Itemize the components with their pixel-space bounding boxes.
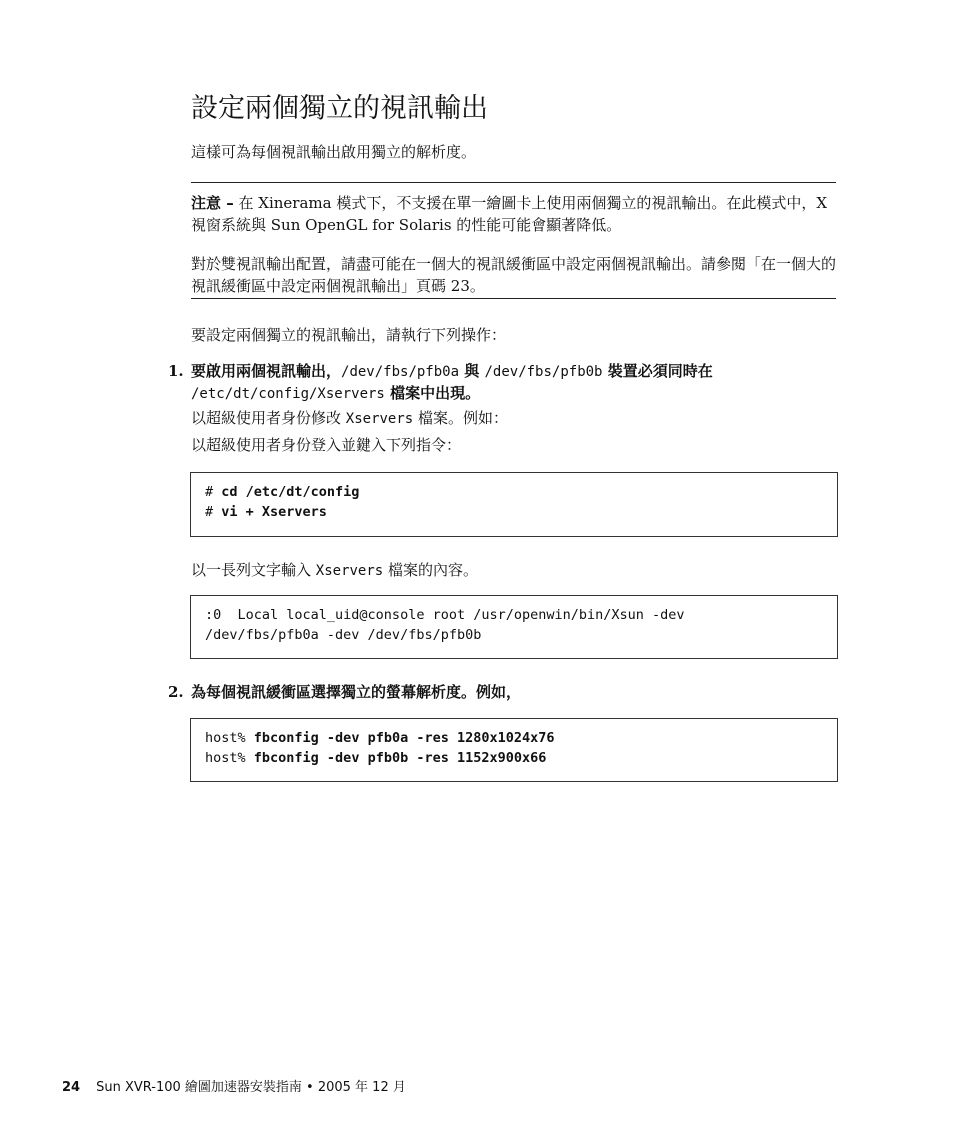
code-command: fbconfig -dev pfb0b -res 1152x900x66 xyxy=(253,750,547,766)
code-prompt: host% xyxy=(205,750,254,766)
step-1-device-b: /dev/fbs/pfb0b xyxy=(484,364,603,380)
footer-title: Sun XVR-100 繪圖加速器安裝指南 • 2005 年 12 月 xyxy=(96,1080,406,1095)
note-paragraph-2: 對於雙視訊輸出配置，請盡可能在一個大的視訊緩衝區中設定兩個視訊輸出。請參閱「在一個大的視訊緩衝區中設定兩個視訊輸出」頁碼 23。 xyxy=(191,255,837,295)
code-block-1 xyxy=(190,472,838,537)
sub-step-enter xyxy=(191,559,478,582)
sub-step-text: 檔案的內容。 xyxy=(383,561,478,579)
code-command: vi + Xservers xyxy=(221,504,327,520)
sub-step-modify xyxy=(191,407,508,430)
code-block-3 xyxy=(190,718,838,782)
code-line: :0 Local local_uid@console root /usr/openwin/bin/Xsun -dev xyxy=(205,607,685,623)
step-1 xyxy=(168,361,838,405)
step-1-text xyxy=(191,361,838,405)
step-1-number: 1. xyxy=(168,362,184,380)
step-1-text-part: 裝置必須同時在 xyxy=(602,362,713,380)
step-1-device-a: /dev/fbs/pfb0a xyxy=(341,364,460,380)
code-command: cd /etc/dt/config xyxy=(221,484,360,500)
intro-paragraph: 這樣可為每個視訊輸出啟用獨立的解析度。 xyxy=(191,143,477,161)
code-block-2 xyxy=(190,595,838,659)
code-prompt: host% xyxy=(205,730,254,746)
code-prompt: # xyxy=(205,504,222,520)
step-1-config-path: /etc/dt/config/Xservers xyxy=(191,386,385,402)
step-2-number: 2. xyxy=(168,683,184,701)
code-line xyxy=(205,482,823,502)
step-1-text-part: 與 xyxy=(459,362,485,380)
xservers-filename: Xservers xyxy=(315,563,384,579)
code-line xyxy=(205,728,823,748)
code-prompt: # xyxy=(205,484,222,500)
note-label: 注意 – xyxy=(191,194,234,212)
lead-paragraph: 要設定兩個獨立的視訊輸出，請執行下列操作： xyxy=(191,326,507,344)
code-command: fbconfig -dev pfb0a -res 1280x1024x76 xyxy=(253,730,555,746)
step-2 xyxy=(168,682,838,703)
sub-step-text: 以超級使用者身份修改 xyxy=(191,409,346,427)
step-1-text-part: 檔案中出現。 xyxy=(384,384,481,402)
note-box xyxy=(191,182,836,299)
step-2-text: 為每個視訊緩衝區選擇獨立的螢幕解析度。例如， xyxy=(191,683,522,701)
note-text-1: 在 Xinerama 模式下，不支援在單一繪圖卡上使用兩個獨立的視訊輸出。在此模式中，X 視窗系統與 Sun OpenGL for Solaris 的性能可能會顯著降低。 xyxy=(191,194,828,234)
sub-step-login: 以超級使用者身份登入並鍵入下列指令： xyxy=(191,436,462,454)
code-line: /dev/fbs/pfb0a -dev /dev/fbs/pfb0b xyxy=(205,627,482,643)
note-paragraph-1 xyxy=(191,192,836,236)
sub-step-text: 以一長列文字輸入 xyxy=(191,561,316,579)
sub-step-text: 檔案。例如： xyxy=(413,409,508,427)
xservers-filename: Xservers xyxy=(345,411,414,427)
code-line xyxy=(205,502,823,522)
step-1-text-part: 要啟用兩個視訊輸出， xyxy=(191,362,342,380)
code-line xyxy=(205,748,823,768)
page-number: 24 xyxy=(62,1080,81,1095)
section-title: 設定兩個獨立的視訊輸出 xyxy=(191,93,488,124)
page-footer xyxy=(62,1079,406,1097)
